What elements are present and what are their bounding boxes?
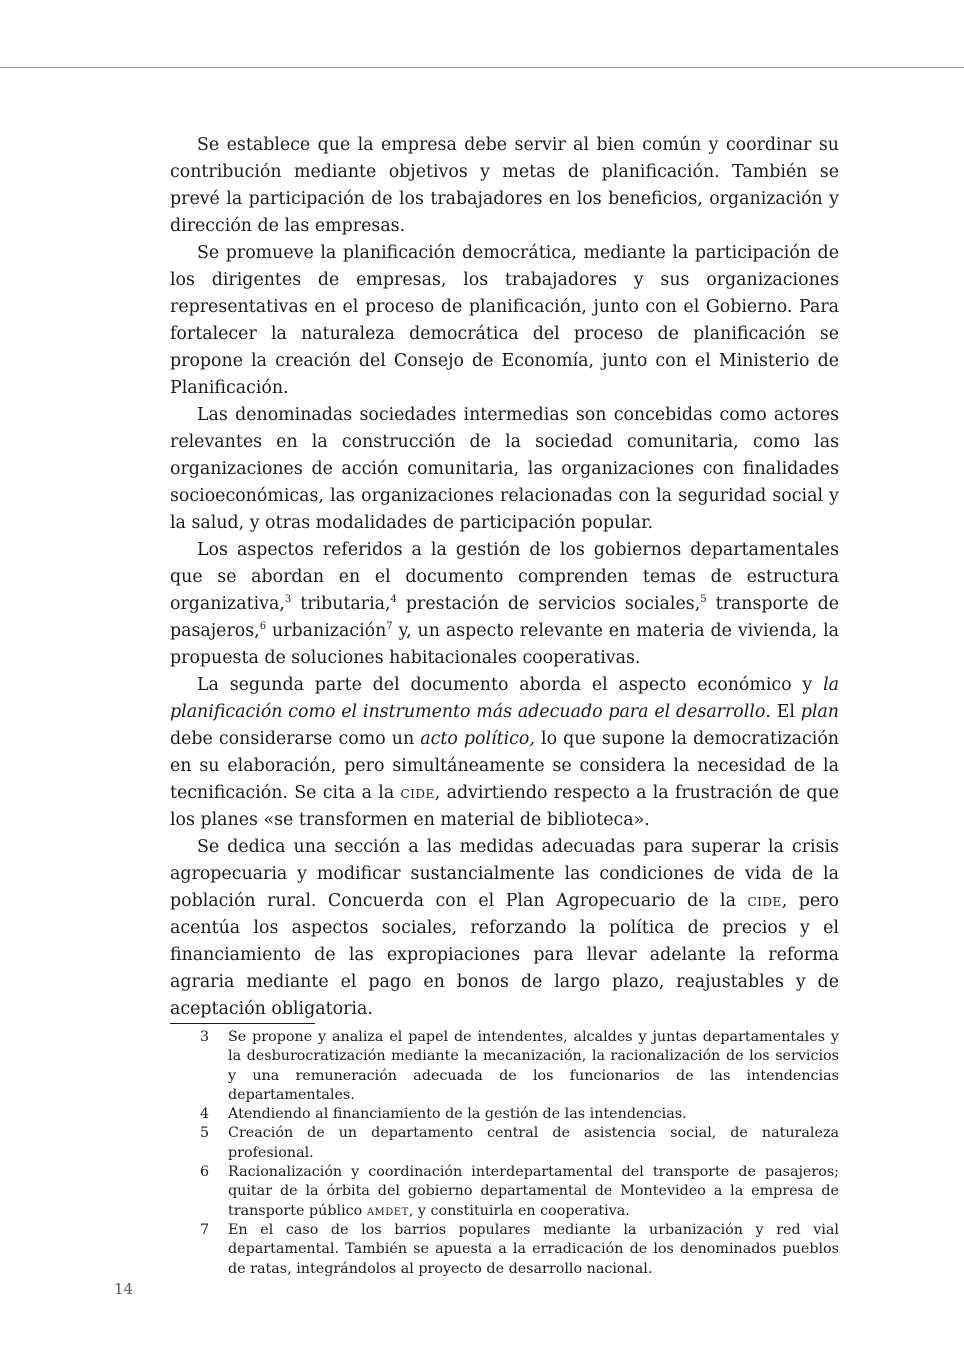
- footnote-text-part: , y constituirla en cooperativa.: [408, 1202, 630, 1219]
- footnote-ref-7[interactable]: 7: [386, 621, 393, 633]
- paragraph-6-text: Se dedica una sección a las medidas adecuadas para superar la crisis agropecuaria y modificar sustancialmente las condiciones de vida de la población rural. Concuerda con el Plan Agropecuario de la: [170, 837, 839, 911]
- paragraph-5-italic: la planificación como el instrumento más adecuado para el desarrollo: [170, 675, 839, 722]
- paragraph-5-text: lo que supone la democratización en su elaboración, pero simultáneamente se considera la necesidad de la tecnificación. Se cita a la: [170, 729, 839, 803]
- paragraph-4-text: prestación de servicios sociales,: [396, 594, 701, 614]
- footnote-6: [170, 1163, 839, 1221]
- paragraph-6: [170, 834, 839, 1023]
- acronym-amdet: amdet: [366, 1202, 409, 1219]
- acronym-cide: cide: [400, 783, 435, 803]
- footnote-ref-3[interactable]: 3: [284, 594, 292, 606]
- footnote-number: 3: [200, 1029, 210, 1045]
- footnote-text: Se propone y analiza el papel de intendentes, alcaldes y juntas departamentales y la desburocratización mediante la mecanización, la racionalización de los servicios y una remuneración adecuada de los funcionarios de las intendencias departamentales.: [228, 1029, 839, 1103]
- paragraph-4-text: tributaria,: [291, 594, 391, 614]
- paragraph-4-text: urbanización: [266, 621, 387, 641]
- footnote-4: [170, 1105, 839, 1124]
- footnote-3: [170, 1028, 839, 1105]
- footnote-separator: [170, 1023, 315, 1024]
- footnote-text: Creación de un departamento central de asistencia social, de naturaleza profesional.: [228, 1125, 839, 1161]
- footnote-ref-6[interactable]: 6: [259, 621, 267, 633]
- paragraph-5-text: La segunda parte del documento aborda el aspecto económico y: [197, 675, 824, 695]
- paragraph-5-italic: acto político,: [420, 729, 535, 749]
- footnote-ref-4[interactable]: 4: [390, 594, 397, 606]
- acronym-cide: cide: [747, 891, 782, 911]
- paragraph-5-text: . El: [765, 702, 801, 722]
- footnote-text: [228, 1163, 839, 1221]
- paragraph-4-text: Los aspectos referidos a la gestión de los gobiernos departamentales que se abordan en el documento comprenden temas de estructura organizativa,: [170, 540, 839, 614]
- paragraph-4: [170, 537, 839, 672]
- paragraph-4-text: y, un aspecto relevante en materia de vivienda, la propuesta de soluciones habitacionales cooperativas.: [170, 621, 839, 668]
- header-rule: [0, 67, 964, 68]
- paragraph-2: Se promueve la planificación democrática, mediante la participación de los dirigentes de empresas, los trabajadores y sus organizaciones representativas en el proceso de planificación, junto con el Gobierno. Para fortalecer la naturaleza democrática del proceso de planificación se propone la creación del Consejo de Economía, junto con el Ministerio de Planificación.: [170, 243, 839, 398]
- footnote-text-part: Racionalización y coordinación interdepartamental del transporte de pasajeros; quitar de la órbita del gobierno departamental de Montevideo a la empresa de transporte público: [228, 1164, 839, 1219]
- paragraph-6-text: , pero acentúa los aspectos sociales, reforzando la política de precios y el financiamiento de las expropiaciones para llevar adelante la reforma agraria mediante el pago en bonos de largo plazo, reajustables y de aceptación obligatoria.: [170, 891, 840, 1019]
- body-text: [170, 132, 839, 1023]
- paragraph-5: [170, 672, 839, 834]
- paragraph-3: Las denominadas sociedades intermedias son concebidas como actores relevantes en la construcción de la sociedad comunitaria, como las organizaciones de acción comunitaria, las organizaciones con finalidades socioeconómicas, las organizaciones relacionadas con la seguridad social y la salud, y otras modalidades de participación popular.: [170, 405, 839, 533]
- paragraph-4-text: transporte de pasajeros,: [170, 594, 839, 641]
- footnote-ref-5[interactable]: 5: [700, 594, 707, 606]
- footnote-number: 6: [200, 1164, 210, 1181]
- paragraph-5-text: , advirtiendo respecto a la frustración de que los planes «se transformen en material de biblioteca».: [170, 783, 839, 830]
- paragraph-5-italic: plan: [800, 702, 839, 722]
- footnote-number: 5: [200, 1125, 210, 1142]
- footnote-text: Atendiendo al financiamiento de la gestión de las intendencias.: [228, 1106, 687, 1123]
- paragraph-5-text: debe considerarse como un: [170, 729, 421, 749]
- footnote-7: [170, 1221, 839, 1279]
- paragraph-1: Se establece que la empresa debe servir al bien común y coordinar su contribución mediante objetivos y metas de planificación. También se prevé la participación de los trabajadores en los beneficios, organización y dirección de las empresas.: [170, 135, 839, 236]
- footnote-5: [170, 1124, 839, 1163]
- page-number: 14: [114, 1280, 134, 1298]
- footnote-text: En el caso de los barrios populares mediante la urbanización y red vial departamental. También se apuesta a la erradicación de los denominados pueblos de ratas, integrándolos al proyecto de desarrollo nacional.: [228, 1221, 839, 1277]
- footnotes: [170, 1028, 839, 1279]
- footnote-number: 4: [200, 1106, 210, 1123]
- footnote-number: 7: [200, 1221, 210, 1238]
